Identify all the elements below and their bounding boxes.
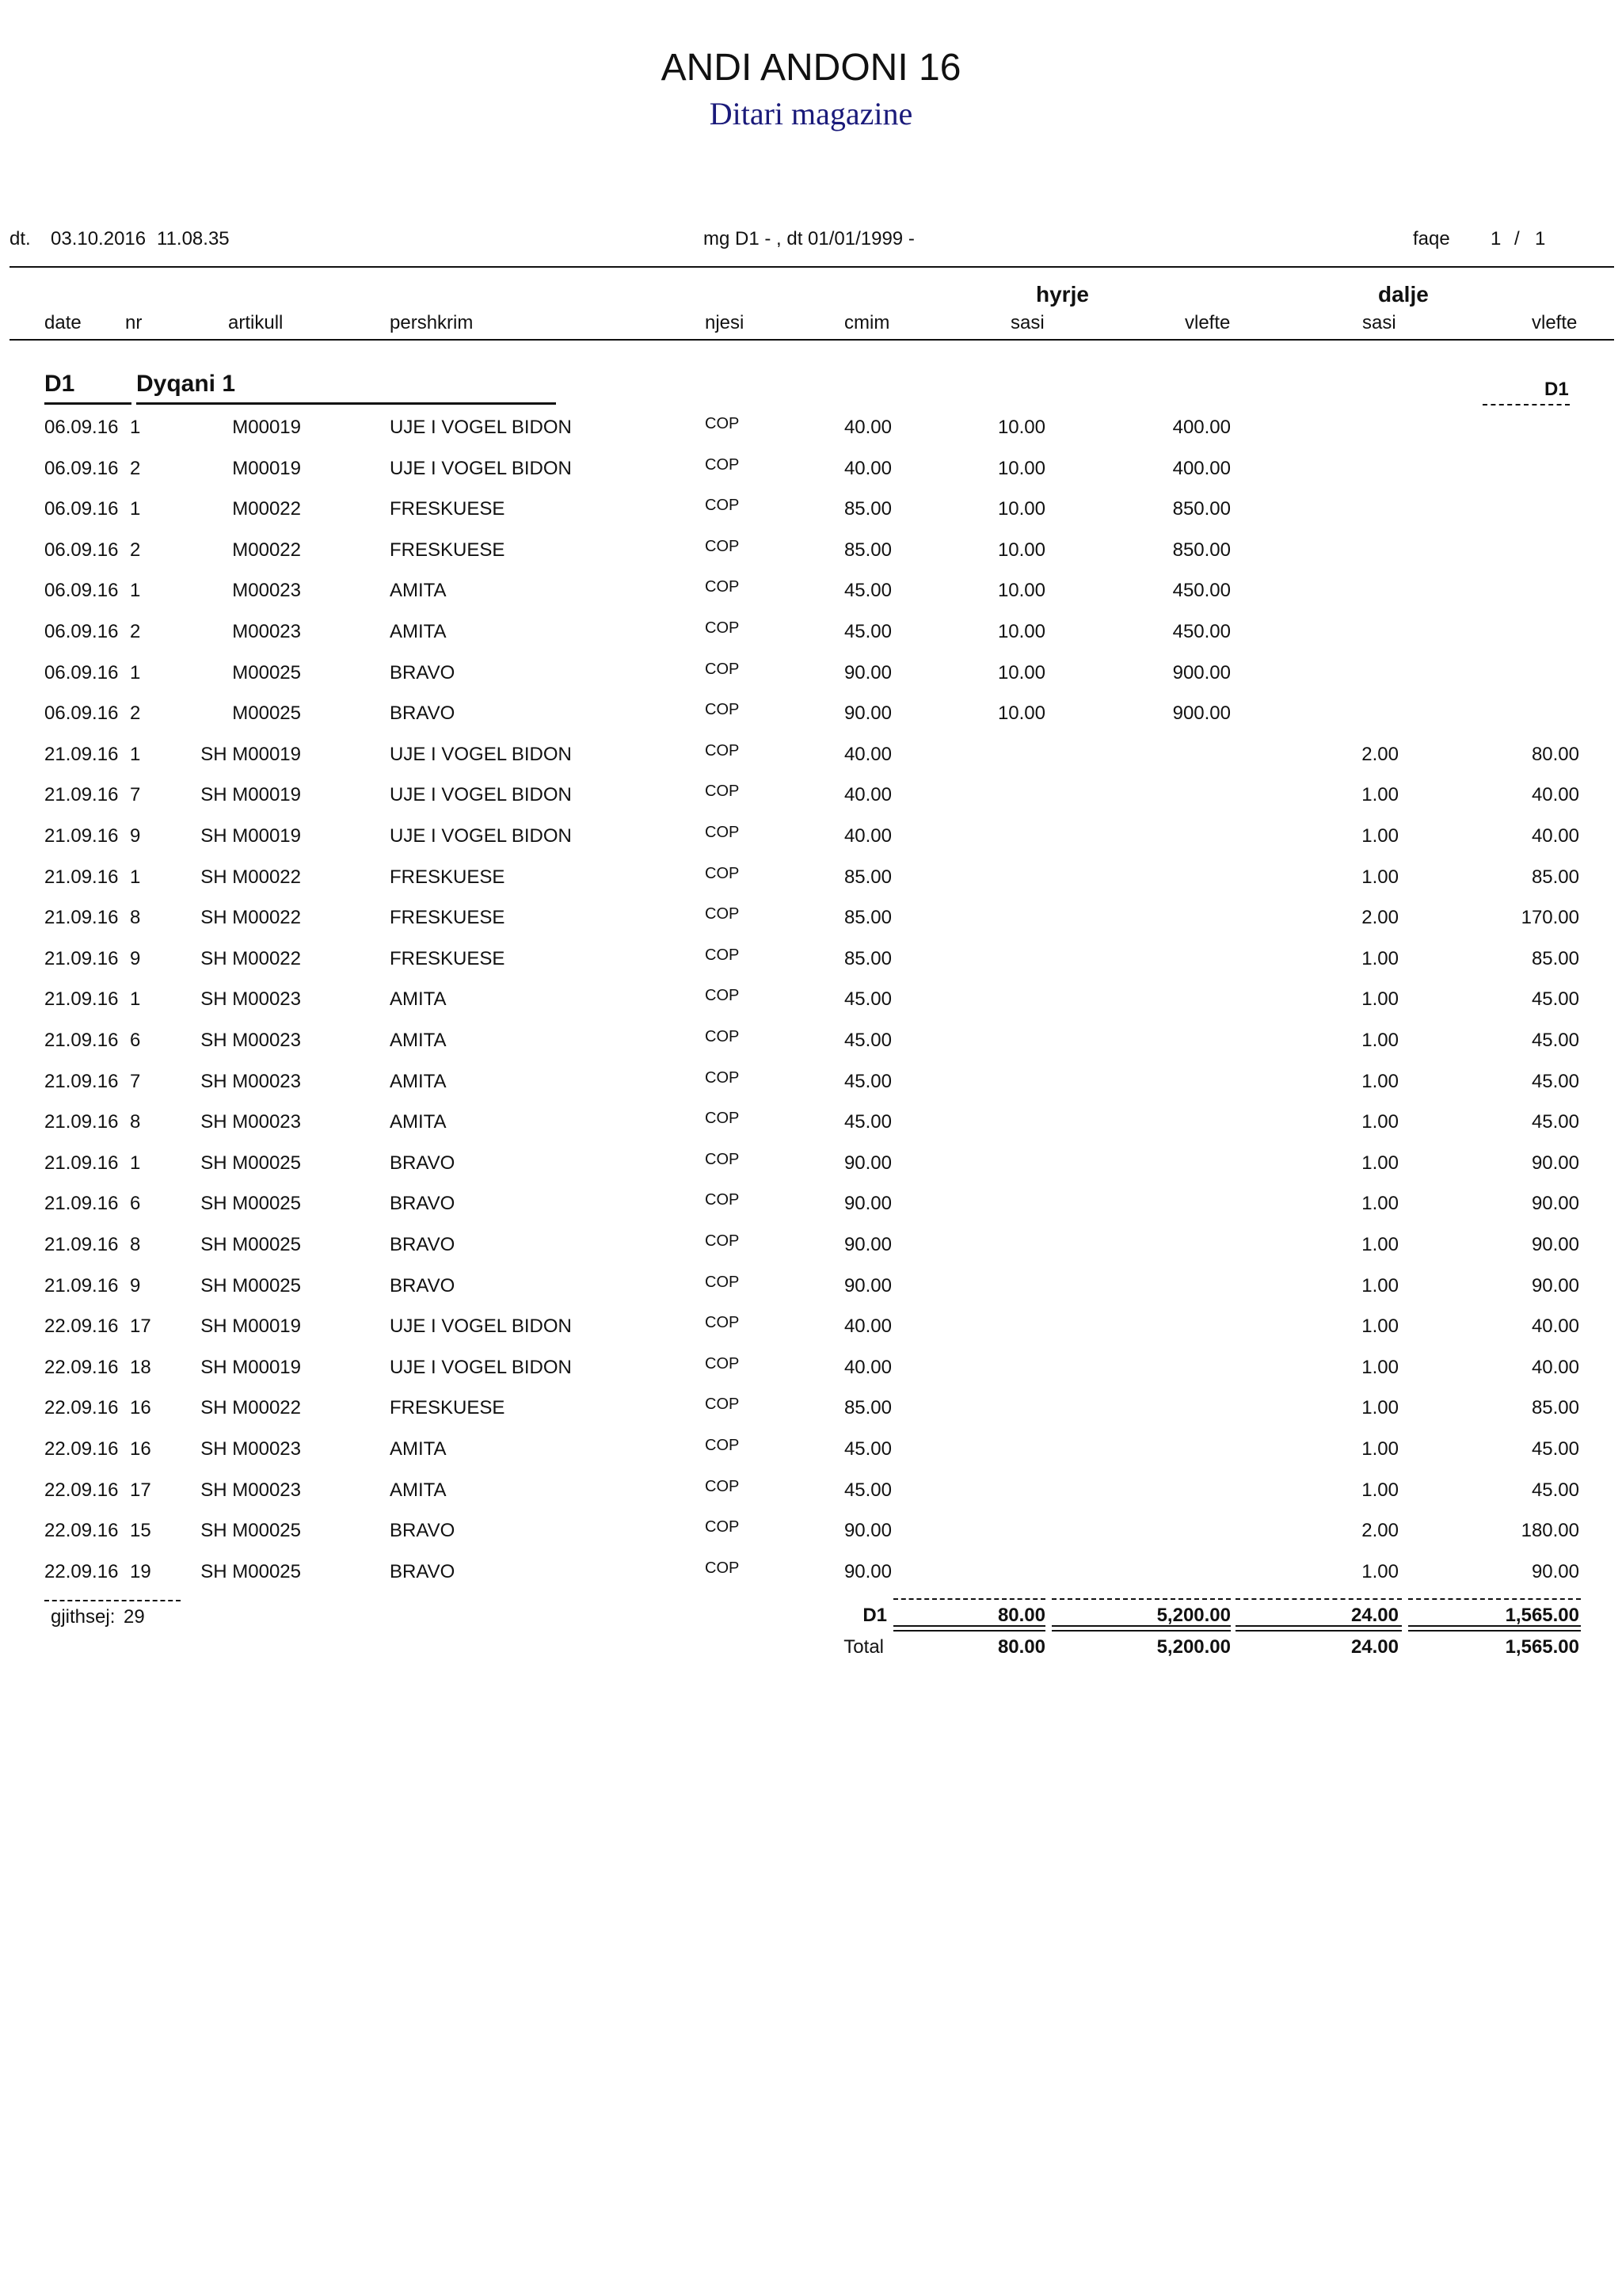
cell-dalje-sasi: 1.00 [1361,1479,1399,1501]
group-total-dalje-vlefte: 1,565.00 [1505,1605,1579,1626]
cell-date: 06.09.16 [44,621,119,642]
cell-dalje-vlefte: 90.00 [1531,1275,1579,1296]
cell-cmim: 45.00 [843,580,892,601]
cell-dalje-sasi: 1.00 [1361,866,1399,888]
cell-date: 21.09.16 [44,825,119,847]
cell-dalje-sasi: 2.00 [1361,907,1399,928]
group-d-vlefte-double-rule [1408,1625,1581,1632]
cell-nr: 1 [130,744,141,765]
cell-pershkrim: FRESKUESE [390,907,505,928]
cell-date: 21.09.16 [44,1234,119,1255]
cell-date: 21.09.16 [44,1152,119,1174]
cell-artikull: M00022 [232,498,301,520]
cell-nr: 1 [130,498,141,520]
cell-hyrje-sasi: 10.00 [997,621,1045,642]
col-header-hyrje-vlefte: vlefte [1185,312,1231,333]
cell-artikull: M00023 [232,621,301,642]
cell-njesi: COP [705,661,740,678]
group-h-vlefte-dashes [1052,1598,1231,1600]
cell-njesi: COP [705,782,740,800]
cell-artikull: SH M00019 [200,1357,301,1378]
cell-dalje-vlefte: 85.00 [1531,948,1579,969]
count-label: gjithsej: [51,1606,116,1628]
cell-date: 21.09.16 [44,866,119,888]
cell-pershkrim: UJE I VOGEL BIDON [390,417,572,438]
hyrje-header: hyrje [1036,282,1089,307]
cell-njesi: COP [705,1437,740,1454]
cell-artikull: SH M00022 [200,907,301,928]
cell-pershkrim: AMITA [390,1438,447,1460]
cell-hyrje-vlefte: 850.00 [1172,539,1231,561]
cell-cmim: 40.00 [843,744,892,765]
cell-dalje-sasi: 1.00 [1361,1275,1399,1296]
cell-nr: 8 [130,1234,141,1255]
cell-artikull: SH M00023 [200,1479,301,1501]
cell-pershkrim: UJE I VOGEL BIDON [390,744,572,765]
cell-cmim: 40.00 [843,417,892,438]
cell-dalje-vlefte: 80.00 [1531,744,1579,765]
cell-dalje-vlefte: 90.00 [1531,1152,1579,1174]
cell-dalje-sasi: 1.00 [1361,1071,1399,1092]
cell-pershkrim: BRAVO [390,1152,455,1174]
cell-njesi: COP [705,497,740,514]
col-header-dalje-vlefte: vlefte [1532,312,1578,333]
cell-njesi: COP [705,1191,740,1209]
cell-date: 21.09.16 [44,1275,119,1296]
cell-pershkrim: FRESKUESE [390,948,505,969]
cell-date: 21.09.16 [44,948,119,969]
cell-njesi: COP [705,1110,740,1127]
cell-pershkrim: UJE I VOGEL BIDON [390,784,572,805]
cell-njesi: COP [705,1274,740,1291]
cell-artikull: SH M00022 [200,1397,301,1418]
cell-dalje-vlefte: 45.00 [1531,1030,1579,1051]
cell-pershkrim: FRESKUESE [390,498,505,520]
cell-pershkrim: BRAVO [390,1234,455,1255]
report-filter: mg D1 - , dt 01/01/1999 - [703,228,915,249]
cell-dalje-sasi: 2.00 [1361,744,1399,765]
cell-artikull: M00022 [232,539,301,561]
cell-artikull: M00019 [232,417,301,438]
cell-date: 06.09.16 [44,662,119,683]
cell-cmim: 40.00 [843,1357,892,1378]
cell-nr: 15 [130,1520,151,1541]
page-total: 1 [1535,228,1546,249]
cell-hyrje-sasi: 10.00 [997,703,1045,724]
cell-njesi: COP [705,538,740,555]
group-h-sasi-dashes [893,1598,1045,1600]
cell-artikull: SH M00022 [200,866,301,888]
col-header-artikull: artikull [228,312,284,333]
cell-nr: 9 [130,1275,141,1296]
cell-pershkrim: AMITA [390,1071,447,1092]
cell-njesi: COP [705,824,740,841]
cell-pershkrim: AMITA [390,988,447,1010]
grand-total-hyrje-sasi: 80.00 [997,1636,1045,1658]
cell-nr: 2 [130,621,141,642]
cell-dalje-vlefte: 40.00 [1531,1316,1579,1337]
cell-dalje-vlefte: 170.00 [1521,907,1579,928]
group-right-dashes [1483,404,1570,406]
cell-date: 06.09.16 [44,539,119,561]
cell-njesi: COP [705,1355,740,1373]
cell-hyrje-vlefte: 400.00 [1172,458,1231,479]
cell-dalje-vlefte: 90.00 [1531,1234,1579,1255]
col-header-nr: nr [125,312,143,333]
cell-artikull: SH M00025 [200,1520,301,1541]
cell-dalje-vlefte: 45.00 [1531,1438,1579,1460]
cell-hyrje-sasi: 10.00 [997,498,1045,520]
page-current: 1 [1491,228,1502,249]
cell-njesi: COP [705,1395,740,1413]
cell-nr: 1 [130,988,141,1010]
cell-date: 06.09.16 [44,417,119,438]
cell-artikull: SH M00023 [200,988,301,1010]
cell-dalje-sasi: 1.00 [1361,1234,1399,1255]
cell-date: 22.09.16 [44,1520,119,1541]
cell-cmim: 45.00 [843,988,892,1010]
cell-dalje-sasi: 1.00 [1361,1152,1399,1174]
cell-artikull: SH M00023 [200,1438,301,1460]
cell-date: 22.09.16 [44,1479,119,1501]
group-code-underline [44,402,131,405]
cell-pershkrim: AMITA [390,580,447,601]
cell-dalje-sasi: 1.00 [1361,1111,1399,1133]
cell-dalje-sasi: 1.00 [1361,988,1399,1010]
cell-njesi: COP [705,1028,740,1045]
cell-date: 06.09.16 [44,498,119,520]
cell-dalje-sasi: 1.00 [1361,948,1399,969]
group-d-sasi-double-rule [1236,1625,1402,1632]
cell-nr: 17 [130,1479,151,1501]
cell-njesi: COP [705,578,740,596]
cell-cmim: 85.00 [843,907,892,928]
cell-artikull: M00025 [232,703,301,724]
cell-hyrje-vlefte: 900.00 [1172,703,1231,724]
cell-date: 22.09.16 [44,1438,119,1460]
cell-pershkrim: AMITA [390,1479,447,1501]
cell-dalje-sasi: 1.00 [1361,784,1399,805]
cell-date: 21.09.16 [44,1030,119,1051]
cell-cmim: 45.00 [843,1030,892,1051]
page-separator: / [1514,228,1520,249]
cell-artikull: SH M00025 [200,1193,301,1214]
print-date: 03.10.2016 [51,228,147,249]
cell-artikull: M00019 [232,458,301,479]
cell-dalje-sasi: 1.00 [1361,1316,1399,1337]
cell-njesi: COP [705,1518,740,1536]
cell-artikull: SH M00019 [200,744,301,765]
cell-dalje-sasi: 2.00 [1361,1520,1399,1541]
cell-nr: 19 [130,1561,151,1582]
cell-cmim: 90.00 [843,1275,892,1296]
print-time: 11.08.35 [157,228,230,249]
cell-nr: 1 [130,580,141,601]
cell-dalje-sasi: 1.00 [1361,1357,1399,1378]
cell-pershkrim: UJE I VOGEL BIDON [390,1357,572,1378]
group-total-hyrje-sasi: 80.00 [997,1605,1045,1626]
cell-njesi: COP [705,865,740,882]
cell-njesi: COP [705,946,740,964]
cell-nr: 9 [130,825,141,847]
cell-nr: 18 [130,1357,151,1378]
cell-hyrje-sasi: 10.00 [997,580,1045,601]
cell-artikull: SH M00019 [200,784,301,805]
cell-pershkrim: BRAVO [390,662,455,683]
group-right-code: D1 [1544,379,1569,400]
cell-pershkrim: UJE I VOGEL BIDON [390,1316,572,1337]
group-code: D1 [44,371,75,397]
cell-date: 21.09.16 [44,907,119,928]
cell-nr: 16 [130,1438,151,1460]
cell-njesi: COP [705,1151,740,1168]
cell-pershkrim: AMITA [390,1111,447,1133]
cell-pershkrim: FRESKUESE [390,539,505,561]
cell-dalje-vlefte: 40.00 [1531,825,1579,847]
cell-artikull: M00025 [232,662,301,683]
cell-dalje-sasi: 1.00 [1361,1030,1399,1051]
cell-hyrje-vlefte: 450.00 [1172,580,1231,601]
cell-dalje-sasi: 1.00 [1361,1438,1399,1460]
cell-nr: 9 [130,948,141,969]
cell-nr: 1 [130,866,141,888]
cell-njesi: COP [705,1559,740,1577]
cell-date: 22.09.16 [44,1357,119,1378]
cell-hyrje-sasi: 10.00 [997,662,1045,683]
cell-cmim: 40.00 [843,825,892,847]
cell-pershkrim: AMITA [390,621,447,642]
cell-cmim: 85.00 [843,1397,892,1418]
cell-cmim: 45.00 [843,621,892,642]
group-total-dalje-sasi: 24.00 [1350,1605,1399,1626]
cell-njesi: COP [705,905,740,923]
cell-cmim: 90.00 [843,1561,892,1582]
cell-date: 06.09.16 [44,458,119,479]
cell-nr: 7 [130,784,141,805]
header-bottom-rule [10,339,1614,341]
col-header-date: date [44,312,82,333]
cell-dalje-sasi: 1.00 [1361,1397,1399,1418]
cell-date: 22.09.16 [44,1316,119,1337]
cell-njesi: COP [705,619,740,637]
cell-pershkrim: UJE I VOGEL BIDON [390,458,572,479]
cell-nr: 6 [130,1030,141,1051]
cell-njesi: COP [705,1232,740,1250]
col-header-hyrje-sasi: sasi [1011,312,1045,333]
cell-dalje-vlefte: 180.00 [1521,1520,1579,1541]
cell-dalje-vlefte: 85.00 [1531,866,1579,888]
cell-artikull: SH M00025 [200,1275,301,1296]
cell-hyrje-vlefte: 450.00 [1172,621,1231,642]
cell-dalje-vlefte: 90.00 [1531,1561,1579,1582]
cell-hyrje-sasi: 10.00 [997,458,1045,479]
cell-nr: 8 [130,907,141,928]
cell-date: 21.09.16 [44,988,119,1010]
cell-artikull: SH M00025 [200,1561,301,1582]
cell-cmim: 40.00 [843,1316,892,1337]
cell-nr: 7 [130,1071,141,1092]
group-h-vlefte-double-rule [1052,1625,1231,1632]
cell-pershkrim: UJE I VOGEL BIDON [390,825,572,847]
cell-cmim: 90.00 [843,1152,892,1174]
row-count: 29 [124,1606,145,1628]
cell-njesi: COP [705,701,740,718]
cell-njesi: COP [705,1314,740,1331]
cell-cmim: 45.00 [843,1071,892,1092]
cell-artikull: SH M00025 [200,1234,301,1255]
cell-nr: 1 [130,662,141,683]
cell-cmim: 85.00 [843,539,892,561]
cell-nr: 8 [130,1111,141,1133]
cell-date: 06.09.16 [44,703,119,724]
grand-total-label: Total [843,1636,884,1658]
cell-dalje-vlefte: 45.00 [1531,1071,1579,1092]
col-header-cmim: cmim [844,312,890,333]
cell-pershkrim: FRESKUESE [390,1397,505,1418]
cell-artikull: M00023 [232,580,301,601]
page-label: faqe [1413,228,1450,249]
cell-date: 22.09.16 [44,1561,119,1582]
cell-cmim: 85.00 [843,948,892,969]
cell-cmim: 45.00 [843,1111,892,1133]
cell-dalje-sasi: 1.00 [1361,1561,1399,1582]
group-d-sasi-dashes [1236,1598,1402,1600]
count-dashes [44,1600,181,1601]
dalje-header: dalje [1378,282,1429,307]
cell-cmim: 90.00 [843,1193,892,1214]
cell-nr: 2 [130,539,141,561]
grand-total-hyrje-vlefte: 5,200.00 [1156,1636,1231,1658]
cell-njesi: COP [705,456,740,474]
cell-artikull: SH M00025 [200,1152,301,1174]
cell-cmim: 90.00 [843,662,892,683]
cell-nr: 2 [130,458,141,479]
cell-njesi: COP [705,415,740,432]
cell-pershkrim: BRAVO [390,1561,455,1582]
cell-njesi: COP [705,1069,740,1087]
cell-artikull: SH M00019 [200,1316,301,1337]
cell-hyrje-vlefte: 400.00 [1172,417,1231,438]
cell-nr: 6 [130,1193,141,1214]
cell-artikull: SH M00023 [200,1030,301,1051]
cell-artikull: SH M00023 [200,1111,301,1133]
cell-dalje-vlefte: 45.00 [1531,1111,1579,1133]
group-h-sasi-double-rule [893,1625,1045,1632]
cell-dalje-vlefte: 45.00 [1531,1479,1579,1501]
cell-cmim: 40.00 [843,784,892,805]
cell-date: 21.09.16 [44,1193,119,1214]
cell-pershkrim: BRAVO [390,1275,455,1296]
cell-nr: 2 [130,703,141,724]
grand-total-dalje-vlefte: 1,565.00 [1505,1636,1579,1658]
cell-dalje-vlefte: 40.00 [1531,784,1579,805]
cell-artikull: SH M00023 [200,1071,301,1092]
cell-cmim: 45.00 [843,1438,892,1460]
cell-cmim: 85.00 [843,866,892,888]
cell-date: 22.09.16 [44,1397,119,1418]
cell-dalje-sasi: 1.00 [1361,1193,1399,1214]
cell-cmim: 90.00 [843,1234,892,1255]
col-header-dalje-sasi: sasi [1362,312,1396,333]
report-subtitle: Ditari magazine [709,96,913,131]
group-total-hyrje-vlefte: 5,200.00 [1156,1605,1231,1626]
cell-nr: 1 [130,417,141,438]
cell-cmim: 90.00 [843,1520,892,1541]
grand-total-dalje-sasi: 24.00 [1350,1636,1399,1658]
cell-cmim: 90.00 [843,703,892,724]
cell-artikull: SH M00019 [200,825,301,847]
group-d-vlefte-dashes [1408,1598,1581,1600]
cell-date: 21.09.16 [44,1111,119,1133]
cell-dalje-vlefte: 45.00 [1531,988,1579,1010]
date-label: dt. [10,228,31,249]
cell-dalje-vlefte: 85.00 [1531,1397,1579,1418]
cell-njesi: COP [705,742,740,760]
cell-dalje-sasi: 1.00 [1361,825,1399,847]
report-title: ANDI ANDONI 16 [661,47,961,89]
col-header-njesi: njesi [705,312,744,333]
cell-hyrje-sasi: 10.00 [997,539,1045,561]
cell-artikull: SH M00022 [200,948,301,969]
cell-nr: 16 [130,1397,151,1418]
cell-date: 21.09.16 [44,784,119,805]
cell-pershkrim: AMITA [390,1030,447,1051]
cell-date: 21.09.16 [44,744,119,765]
group-total-label: D1 [862,1605,887,1626]
cell-cmim: 40.00 [843,458,892,479]
cell-date: 06.09.16 [44,580,119,601]
cell-cmim: 45.00 [843,1479,892,1501]
cell-hyrje-vlefte: 900.00 [1172,662,1231,683]
header-top-rule [10,266,1614,268]
cell-hyrje-sasi: 10.00 [997,417,1045,438]
cell-pershkrim: BRAVO [390,1193,455,1214]
col-header-pershkrim: pershkrim [390,312,474,333]
group-name-underline [136,402,556,405]
cell-nr: 1 [130,1152,141,1174]
cell-dalje-vlefte: 40.00 [1531,1357,1579,1378]
cell-njesi: COP [705,987,740,1004]
cell-pershkrim: BRAVO [390,703,455,724]
cell-cmim: 85.00 [843,498,892,520]
cell-nr: 17 [130,1316,151,1337]
cell-pershkrim: FRESKUESE [390,866,505,888]
cell-hyrje-vlefte: 850.00 [1172,498,1231,520]
group-name: Dyqani 1 [136,371,236,397]
cell-njesi: COP [705,1478,740,1495]
cell-dalje-vlefte: 90.00 [1531,1193,1579,1214]
cell-date: 21.09.16 [44,1071,119,1092]
cell-pershkrim: BRAVO [390,1520,455,1541]
